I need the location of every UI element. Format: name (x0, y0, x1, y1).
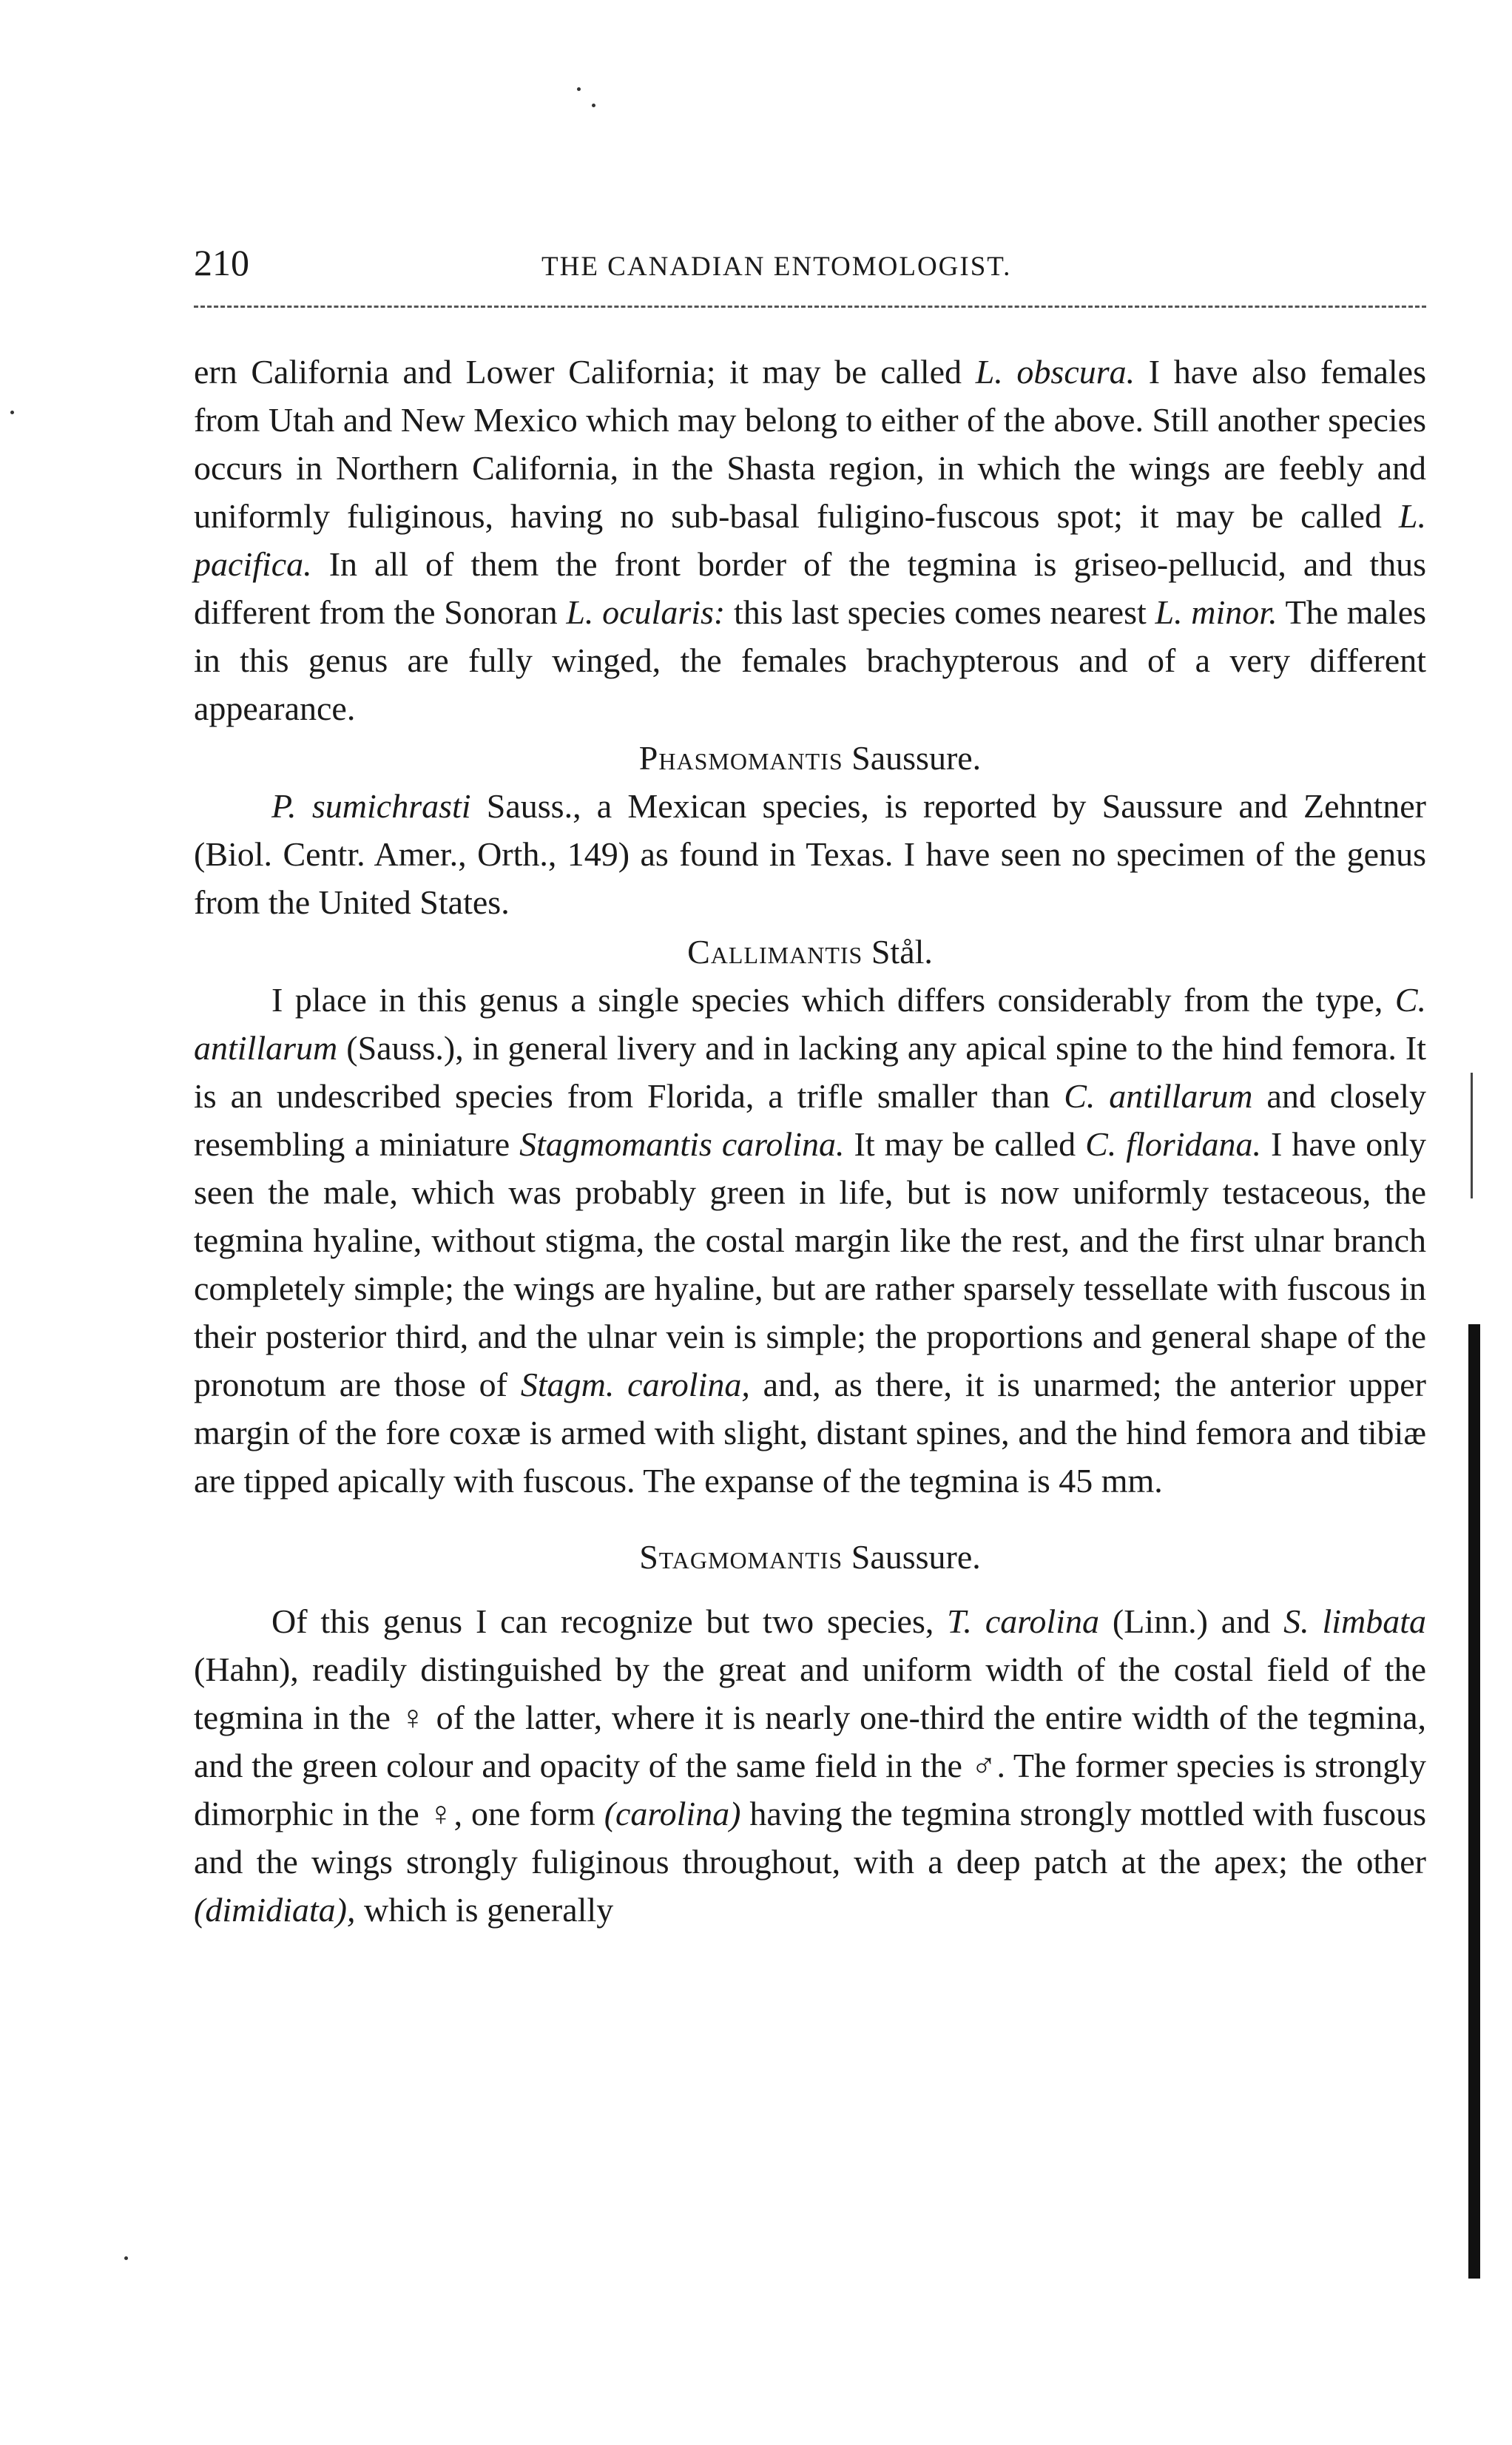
species-name: (carolina) (604, 1795, 741, 1832)
species-name: Stagm. carolina, (520, 1366, 750, 1403)
header-rule (194, 306, 1426, 308)
scan-speck (124, 2256, 128, 2260)
species-name: C. floridana. (1085, 1125, 1262, 1163)
scan-speck (10, 411, 14, 414)
paragraph-liturgusa-continued: ern California and Lower California; it may be called L. obscura. I have also females from Utah and New Mexico which may belong to either of the above. Still another species occurs in Northern California, in the Shasta region, in which the wings are feebly and uniformly fuliginous, having no sub-basal fuligino-fuscous spot; it may be called L. pacifica. In all of them the front border of the tegmina is griseo-pellucid, and thus different from the Sonoran L. ocularis: this last species comes nearest L. minor. The males in this genus are fully winged, the females brachypterous and of a very different appearance. (194, 353, 1427, 727)
species-name: C. antillarum (194, 981, 1426, 1067)
journal-title: THE CANADIAN ENTOMOLOGIST. (541, 252, 1012, 282)
species-name: L. ocularis: (566, 593, 726, 631)
scan-edge-shadow (1468, 1324, 1480, 2279)
paragraph-stagmomantis: Of this genus I can recognize but two species, T. carolina (Linn.) and S. limbata (Hahn), readily distinguished by the great and uniform width of the costal field of the tegmina in the ♀ of the latter, where it is nearly one-third the entire width of the tegmina, and the green colour and opacity of the same field in the ♂. The former species is strongly dimorphic in the ♀, one form (carolina) having the tegmina strongly mottled with fuscous and the wings strongly fuliginous throughout, with a deep patch at the apex; the other (dimidiata), which is generally (194, 1602, 1427, 1929)
species-name: Stagmomantis carolina. (519, 1125, 845, 1163)
genus-heading-phasmomantis: Phasmomantis Saussure. (638, 739, 982, 777)
paragraph-callimantis: I place in this genus a single species which differs considerably from the type, C. antillarum (Sauss.), in general livery and in lacking any apical spine to the hind femora. It is an undescribed species from Florida, a trifle smaller than C. antillarum and closely resembling a miniature Stagmomantis carolina. It may be called C. floridana. I have only seen the male, which was probably green in life, but is now uniformly testaceous, the tegmina hyaline, without stigma, the costal margin like the rest, and the first ulnar branch completely simple; the wings are hyaline, but are rather sparsely tessellate with fuscous in their posterior third, and the ulnar vein is simple; the proportions and general shape of the pronotum are those of Stagm. carolina, and, as there, it is unarmed; the anterior upper margin of the fore coxæ is armed with slight, distant spines, and the hind femora and tibiæ are tipped apically with fuscous. The expanse of the tegmina is 45 mm. (194, 981, 1427, 1500)
species-name: L. obscura. (975, 353, 1135, 391)
genus-heading-stagmomantis: Stagmomantis Saussure. (639, 1538, 981, 1576)
scan-speck (577, 87, 581, 91)
species-name: P. sumichrasti (271, 787, 471, 825)
section-gap (194, 1505, 1426, 1531)
species-name: C. antillarum (1064, 1077, 1253, 1115)
scan-edge-mark (1471, 1073, 1473, 1198)
page-number: 210 (194, 242, 249, 283)
section-gap (194, 1581, 1426, 1597)
scan-speck (592, 104, 595, 107)
species-name: L. minor. (1155, 593, 1278, 631)
species-name: T. carolina (947, 1602, 1099, 1640)
paragraph-phasmomantis: P. sumichrasti Sauss., a Mexican species, is reported by Saussure and Zehntner (Biol. Centr. Amer., Orth., 149) as found in Texas. I have seen no specimen of the genus from the United States. (194, 787, 1426, 921)
species-name: L. pacifica. (194, 497, 1426, 583)
species-name: (dimidiata), (194, 1891, 356, 1929)
body-text (194, 348, 1426, 1934)
species-name: S. limbata (1283, 1602, 1427, 1640)
genus-heading-callimantis: Callimantis Stål. (687, 933, 933, 971)
running-head (194, 240, 1426, 292)
